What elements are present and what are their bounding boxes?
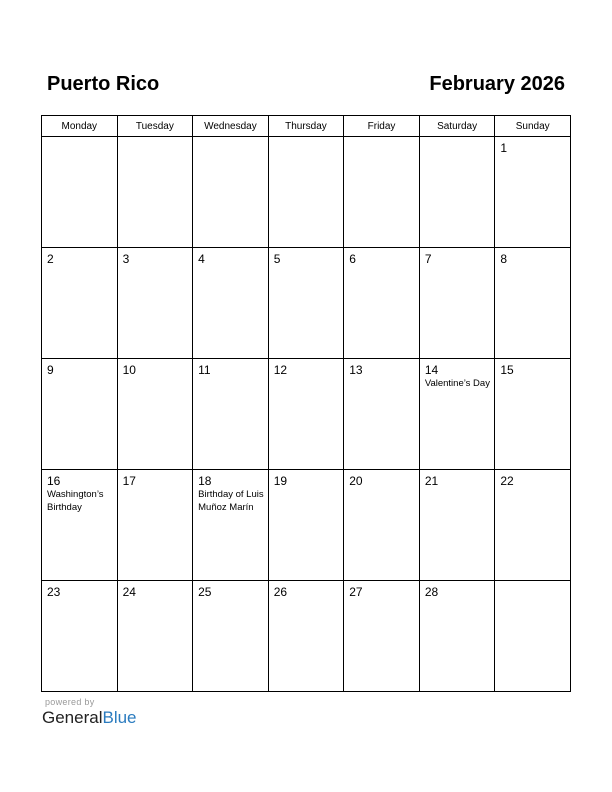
brand-general-text: General (42, 708, 103, 727)
day-cell (268, 137, 344, 248)
day-cell (344, 359, 420, 470)
day-cell (193, 248, 269, 359)
day-cell (495, 359, 571, 470)
day-cell (193, 581, 269, 692)
day-number: 18 (198, 474, 212, 488)
day-cell (42, 248, 118, 359)
day-number: 6 (349, 252, 356, 266)
day-number: 16 (47, 474, 61, 488)
weekday-header-row (42, 116, 571, 137)
day-number: 12 (273, 363, 288, 377)
day-number: 15 (500, 363, 514, 377)
day-cell (344, 137, 420, 248)
day-number: 2 (47, 252, 54, 266)
day-cell (419, 581, 495, 692)
day-cell (117, 359, 193, 470)
day-number: 1 (500, 141, 508, 155)
day-cell (42, 581, 118, 692)
day-number: 19 (273, 474, 288, 488)
day-number (495, 581, 570, 585)
day-cell (42, 359, 118, 470)
month-year-title: February 2026 (429, 73, 565, 95)
day-number: 5 (273, 252, 281, 266)
day-number: 27 (349, 585, 363, 599)
day-number: 7 (424, 252, 432, 266)
week-row (42, 137, 571, 248)
week-row (42, 359, 571, 470)
week-row (42, 581, 571, 692)
day-cell (268, 248, 344, 359)
weekday-header: Saturday (419, 116, 495, 137)
day-cell (495, 581, 571, 692)
day-number (344, 137, 419, 141)
day-number: 14 (424, 363, 439, 377)
day-number: 11 (198, 363, 211, 377)
weekday-header: Thursday (268, 116, 344, 137)
holiday-label: Washington’s Birthday (47, 489, 104, 513)
day-cell (193, 137, 269, 248)
brand-blue-text: Blue (102, 708, 137, 727)
day-number: 20 (349, 474, 363, 488)
day-cell (117, 248, 193, 359)
weekday-header: Sunday (495, 116, 571, 137)
day-number: 22 (500, 474, 514, 488)
day-number: 28 (424, 585, 439, 599)
day-number: 17 (122, 474, 136, 488)
week-row (42, 248, 571, 359)
day-number: 8 (500, 252, 508, 266)
day-cell (193, 359, 269, 470)
day-cell (419, 248, 495, 359)
day-number (118, 137, 193, 141)
day-number: 24 (122, 585, 136, 599)
day-number: 23 (47, 585, 61, 599)
weekday-header: Wednesday (193, 116, 269, 137)
day-cell (268, 470, 344, 581)
day-cell (117, 470, 193, 581)
weekday-header: Tuesday (117, 116, 193, 137)
powered-by-label: powered by (45, 697, 95, 707)
holiday-label: Valentine’s Day (424, 378, 490, 389)
day-number: 3 (122, 252, 130, 266)
day-number: 26 (273, 585, 288, 599)
day-cell (419, 359, 495, 470)
weekday-header: Monday (42, 116, 118, 137)
day-number: 10 (122, 363, 136, 377)
day-cell (495, 470, 571, 581)
day-cell (268, 581, 344, 692)
calendar-grid (41, 115, 571, 692)
generalblue-logo-link[interactable] (42, 708, 137, 728)
day-number (269, 137, 344, 141)
day-number (420, 137, 495, 141)
week-row (42, 470, 571, 581)
day-cell (495, 137, 571, 248)
day-cell (117, 581, 193, 692)
country-title: Puerto Rico (47, 73, 160, 95)
day-cell (268, 359, 344, 470)
day-cell (42, 470, 118, 581)
day-number (42, 137, 117, 141)
day-cell (495, 248, 571, 359)
day-cell (117, 137, 193, 248)
day-cell (419, 137, 495, 248)
day-cell (42, 137, 118, 248)
day-number (193, 137, 268, 141)
day-cell (344, 248, 420, 359)
weekday-header: Friday (344, 116, 420, 137)
holiday-label: Birthday of Luis Muñoz Marín (198, 489, 264, 513)
day-number: 4 (198, 252, 205, 266)
day-cell (193, 470, 269, 581)
day-number: 9 (47, 363, 54, 377)
day-cell (344, 581, 420, 692)
day-number: 21 (424, 474, 439, 488)
day-number: 13 (349, 363, 363, 377)
day-number: 25 (198, 585, 212, 599)
day-cell (344, 470, 420, 581)
day-cell (419, 470, 495, 581)
